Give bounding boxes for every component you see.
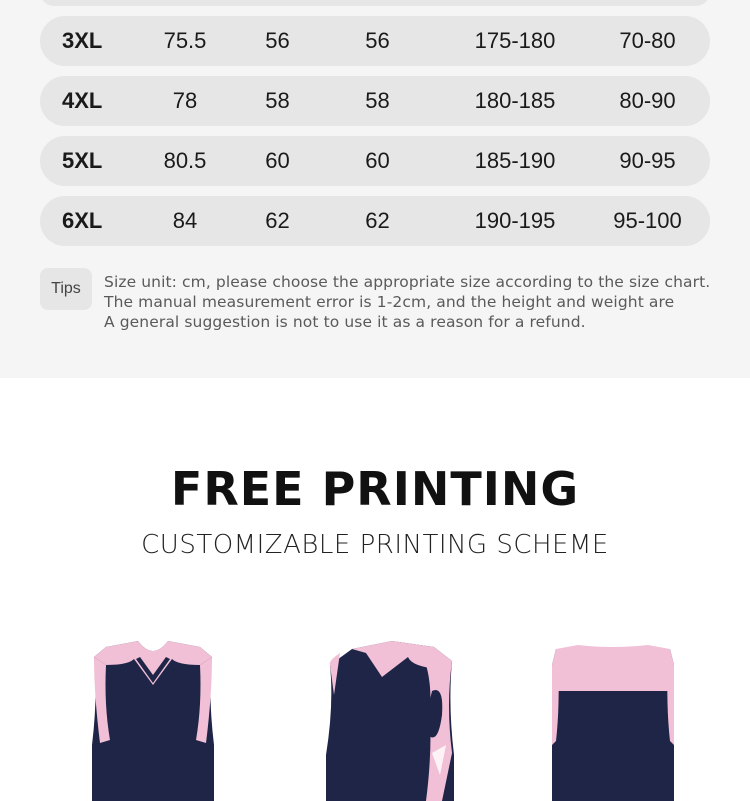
size-weight: 95-100 bbox=[613, 208, 682, 233]
size-value-3: 56 bbox=[365, 28, 390, 53]
tips-text bbox=[104, 272, 744, 332]
size-value-1: 80.5 bbox=[163, 148, 207, 173]
size-value-3: 58 bbox=[365, 88, 390, 113]
size-label: 6XL bbox=[62, 208, 103, 233]
size-row-3xl bbox=[40, 16, 710, 66]
size-height: 190-195 bbox=[474, 208, 556, 233]
jersey-front-icon bbox=[88, 635, 218, 801]
size-value-2: 58 bbox=[265, 88, 290, 113]
size-value-3: 62 bbox=[365, 208, 390, 233]
size-value-2: 56 bbox=[265, 28, 290, 53]
size-height: 185-190 bbox=[474, 148, 556, 173]
size-chart-section bbox=[0, 0, 750, 378]
size-row-6xl bbox=[40, 196, 710, 246]
size-weight: 80-90 bbox=[619, 88, 676, 113]
jersey-side-icon bbox=[322, 635, 458, 801]
size-row-partial bbox=[40, 0, 710, 6]
jersey-back-icon bbox=[548, 635, 678, 801]
size-label: 5XL bbox=[62, 148, 103, 173]
size-height: 175-180 bbox=[474, 28, 556, 53]
size-height: 180-185 bbox=[474, 88, 556, 113]
size-weight: 70-80 bbox=[619, 28, 676, 53]
size-value-1: 75.5 bbox=[163, 28, 207, 53]
size-label: 4XL bbox=[62, 88, 103, 113]
printing-subtitle: CUSTOMIZABLE PRINTING SCHEME bbox=[141, 530, 609, 560]
size-value-1: 78 bbox=[172, 88, 198, 113]
size-label: 3XL bbox=[62, 28, 103, 53]
size-row-4xl bbox=[40, 76, 710, 126]
tips-badge: Tips bbox=[40, 268, 92, 310]
size-value-3: 60 bbox=[365, 148, 390, 173]
size-weight: 90-95 bbox=[619, 148, 676, 173]
tips-line: Size unit: cm, please choose the appropriate size according to the size chart. bbox=[104, 273, 711, 291]
tips-line: A general suggestion is not to use it as a reason for a refund. bbox=[104, 313, 586, 331]
free-printing-title: FREE PRINTING bbox=[170, 462, 580, 516]
size-value-2: 60 bbox=[265, 148, 290, 173]
size-value-2: 62 bbox=[265, 208, 290, 233]
size-row-5xl bbox=[40, 136, 710, 186]
tips-line: The manual measurement error is 1-2cm, and the height and weight are bbox=[104, 293, 675, 311]
size-value-1: 84 bbox=[172, 208, 198, 233]
